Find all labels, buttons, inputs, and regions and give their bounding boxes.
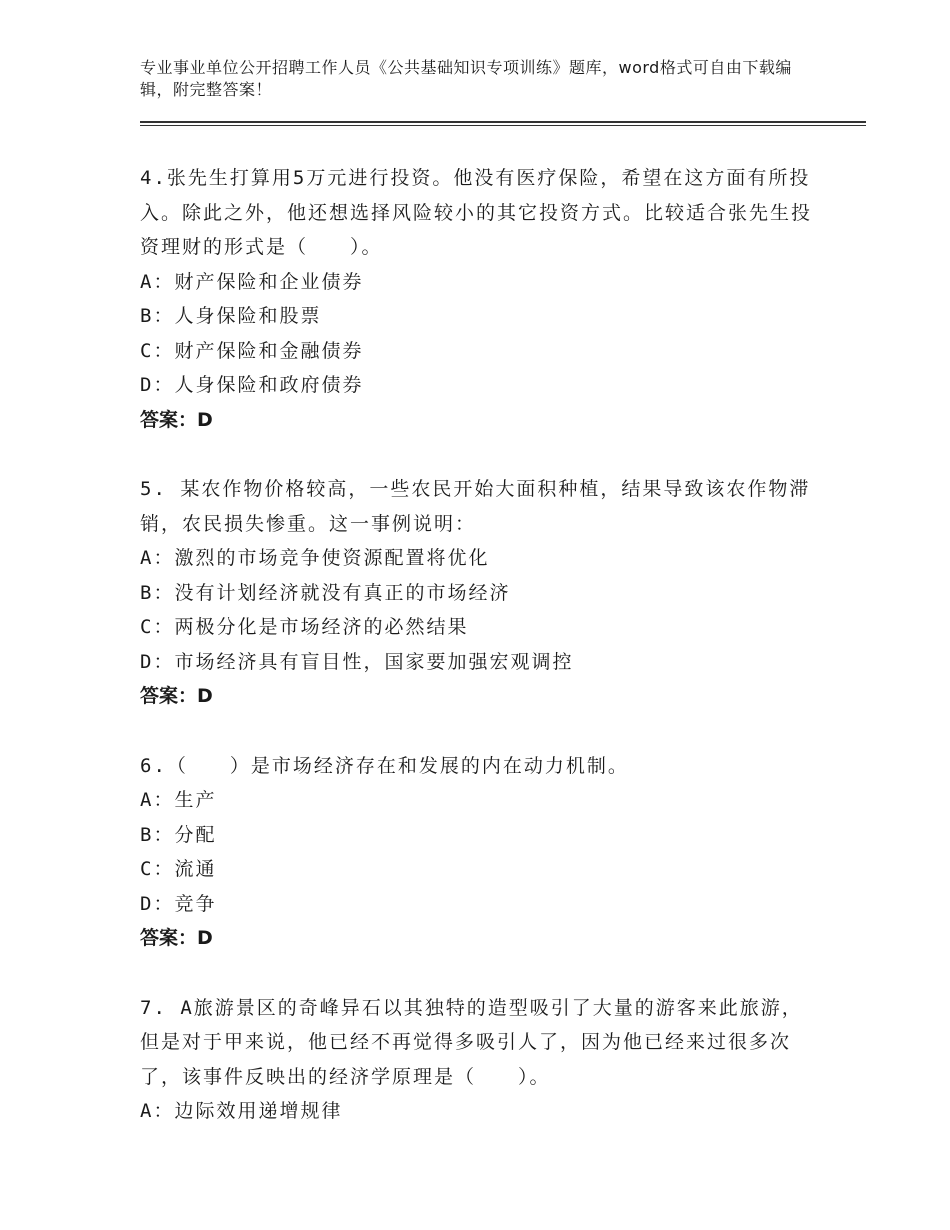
question-stem: 7. A旅游景区的奇峰异石以其独特的造型吸引了大量的游客来此旅游，但是对于甲来说，他已经不再觉得多吸引人了，因为他已经来过很多次了，该事件反映出的经济学原理是（ ）。 <box>140 996 803 1088</box>
option-c: C：两极分化是市场经济的必然结果 <box>140 616 469 638</box>
question-6 <box>140 749 820 956</box>
option-b: B：没有计划经济就没有真正的市场经济 <box>140 581 511 604</box>
question-5 <box>140 472 820 714</box>
option-a: A：生产 <box>140 789 217 811</box>
option-d: D：市场经济具有盲目性，国家要加强宏观调控 <box>140 650 574 673</box>
question-4 <box>140 161 820 437</box>
answer: 答案：D <box>140 408 213 431</box>
answer: 答案：D <box>140 685 213 707</box>
document-header: 专业事业单位公开招聘工作人员《公共基础知识专项训练》题库，word格式可自由下载编辑，附完整答案！ <box>140 58 792 99</box>
question-stem: 4.张先生打算用5万元进行投资。他没有医疗保险，希望在这方面有所投入。除此之外，他还想选择风险较小的其它投资方式。比较适合张先生投资理财的形式是（ ）。 <box>140 167 813 258</box>
header-divider-thin <box>140 125 866 126</box>
option-a: A：财产保险和企业债券 <box>140 270 364 293</box>
option-d: D：人身保险和政府债券 <box>140 374 364 396</box>
option-b: B：分配 <box>140 823 217 846</box>
option-a: A：激烈的市场竞争使资源配置将优化 <box>140 547 490 569</box>
header-divider <box>140 121 866 123</box>
question-7 <box>140 991 820 1129</box>
option-c: C：财产保险和金融债券 <box>140 339 364 362</box>
question-list <box>140 161 820 1164</box>
answer: 答案：D <box>140 927 213 949</box>
question-stem: 6.（ ）是市场经济存在和发展的内在动力机制。 <box>140 754 629 777</box>
question-stem: 5. 某农作物价格较高，一些农民开始大面积种植，结果导致该农作物滞销，农民损失惨重。这一事例说明： <box>140 478 811 535</box>
option-d: D：竞争 <box>140 892 217 915</box>
option-c: C：流通 <box>140 858 217 880</box>
option-a: A：边际效用递增规律 <box>140 1100 343 1122</box>
option-b: B：人身保险和股票 <box>140 305 322 327</box>
